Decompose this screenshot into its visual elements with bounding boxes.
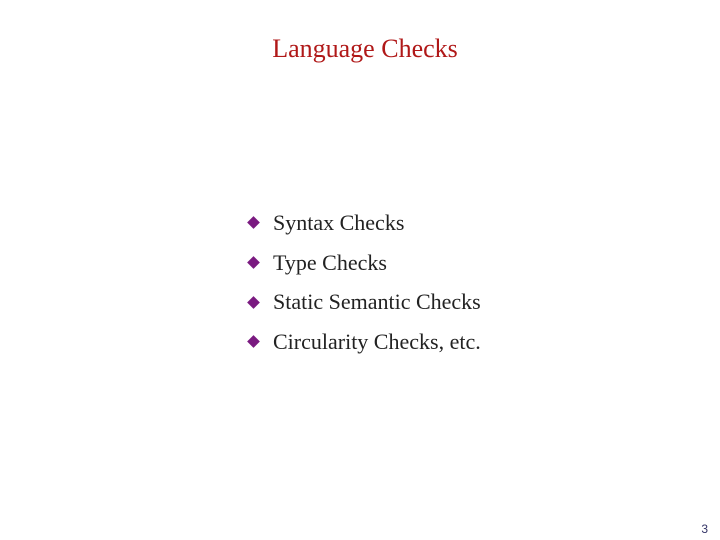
list-item [247,243,481,283]
list-item [247,282,481,322]
diamond-bullet-icon [247,211,262,235]
bullet-label: Type Checks [273,249,387,275]
bullet-label: Syntax Checks [273,209,405,235]
list-item [247,322,481,362]
page-number: 3 [701,522,708,536]
diamond-bullet-icon [247,290,262,314]
slide-title: Language Checks [272,34,458,63]
bullet-list [247,203,481,362]
bullet-label: Static Semantic Checks [273,289,481,315]
list-item [247,203,481,243]
diamond-bullet-icon [247,251,262,275]
diamond-bullet-icon [247,330,262,354]
bullet-label: Circularity Checks, etc. [273,328,481,354]
